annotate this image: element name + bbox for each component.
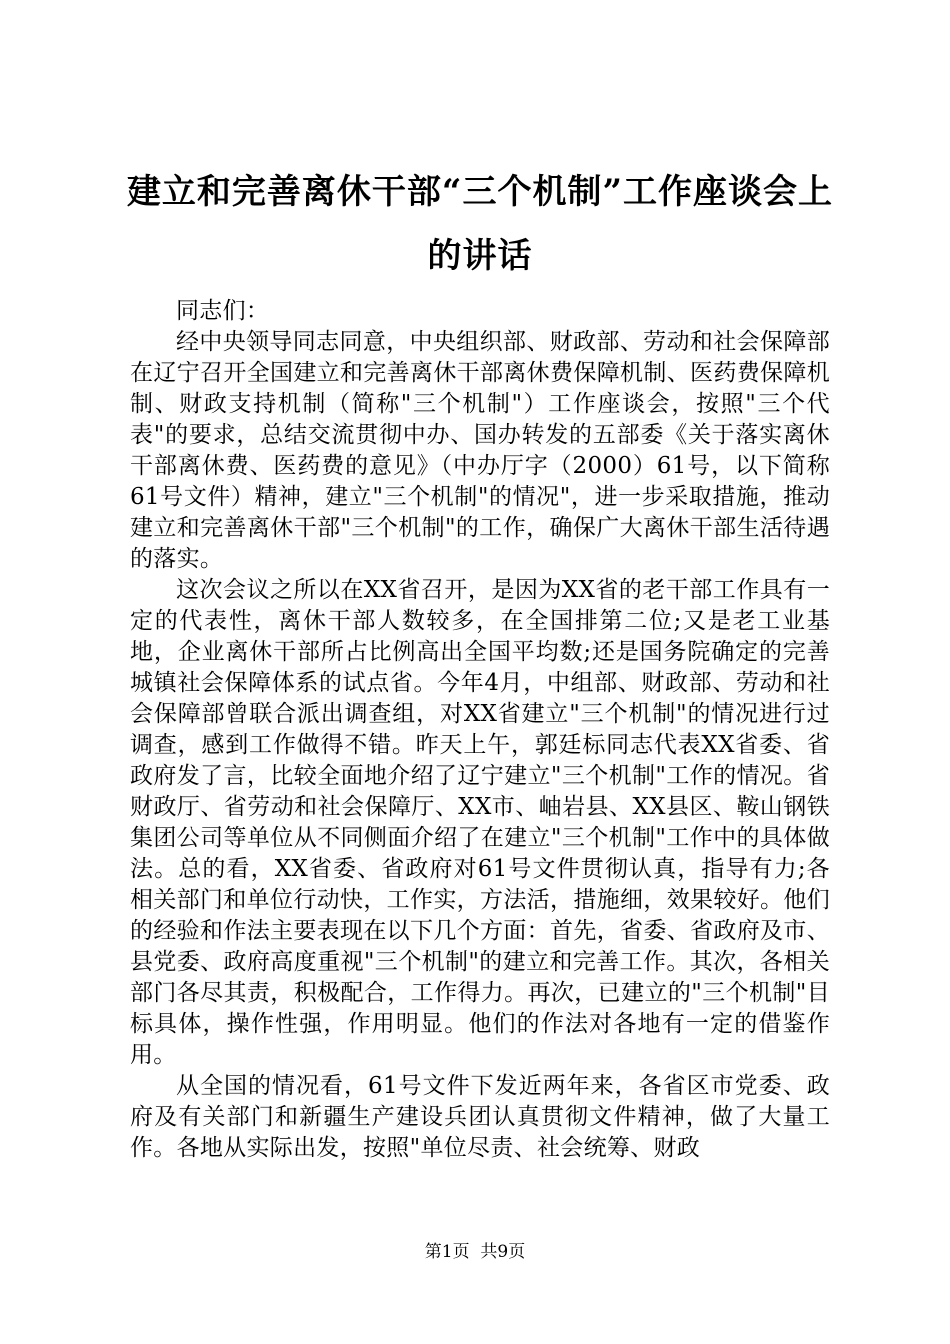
footer-separator [470, 1242, 481, 1262]
salutation-paragraph: 同志们： [176, 298, 270, 324]
page-number: 第1页 [424, 1242, 470, 1262]
body-paragraph-2: 这次会议之所以在XX省召开，是因为XX省的老干部工作具有一定的代表性，离休干部人数较多，在全国排第二位;又是老工业基地，企业离休干部所占比例高出全国平均数;还是国务院确定的完善城镇社会保障体系的试点省。今年4月，中组部、财政部、劳动和社会保障部曾联合派出调查组，对XX省建立"三个机制"的情况进行过调查，感到工作做得不错。昨天上午，郭廷标同志代表XX省委、省政府发了言，比较全面地介绍了辽宁建立"三个机制"工作的情况。省财政厅、省劳动和社会保障厅、XX市、岫岩县、XX县区、鞍山钢铁集团公司等单位从不同侧面介绍了在建立"三个机制"工作中的具体做法。总的看，XX省委、省政府对61号文件贯彻认真，指导有力;各相关部门和单位行动快，工作实，方法活，措施细，效果较好。他们的经验和作法主要表现在以下几个方面：首先，省委、省政府及市、县党委、政府高度重视"三个机制"的建立和完善工作。其次，各相关部门各尽其责，积极配合，工作得力。再次，已建立的"三个机制"目标具体，操作性强，作用明显。他们的作法对各地有一定的借鉴作用。 [130, 577, 830, 1068]
document-body [130, 296, 830, 1164]
page-total: 共9页 [480, 1242, 526, 1262]
body-paragraph-1: 经中央领导同志同意，中央组织部、财政部、劳动和社会保障部在辽宁召开全国建立和完善离休干部离休费保障机制、医药费保障机制、财政支持机制（简称"三个机制"）工作座谈会，按照"三个代表"的要求，总结交流贯彻中办、国办转发的五部委《关于落实离休干部离休费、医药费的意见》（中办厅字（2000）61号，以下简称61号文件）精神，建立"三个机制"的情况"，进一步采取措施，推动建立和完善离休干部"三个机制"的工作，确保广大离休干部生活待遇的落实。 [130, 329, 830, 572]
page-footer [0, 1241, 950, 1263]
body-paragraph-3: 从全国的情况看，61号文件下发近两年来，各省区市党委、政府及有关部门和新疆生产建设兵团认真贯彻文件精神，做了大量工作。各地从实际出发，按照"单位尽责、社会统筹、财政 [130, 1073, 830, 1161]
document-title: 建立和完善离休干部“三个机制”工作座谈会上的讲话 [126, 172, 834, 276]
